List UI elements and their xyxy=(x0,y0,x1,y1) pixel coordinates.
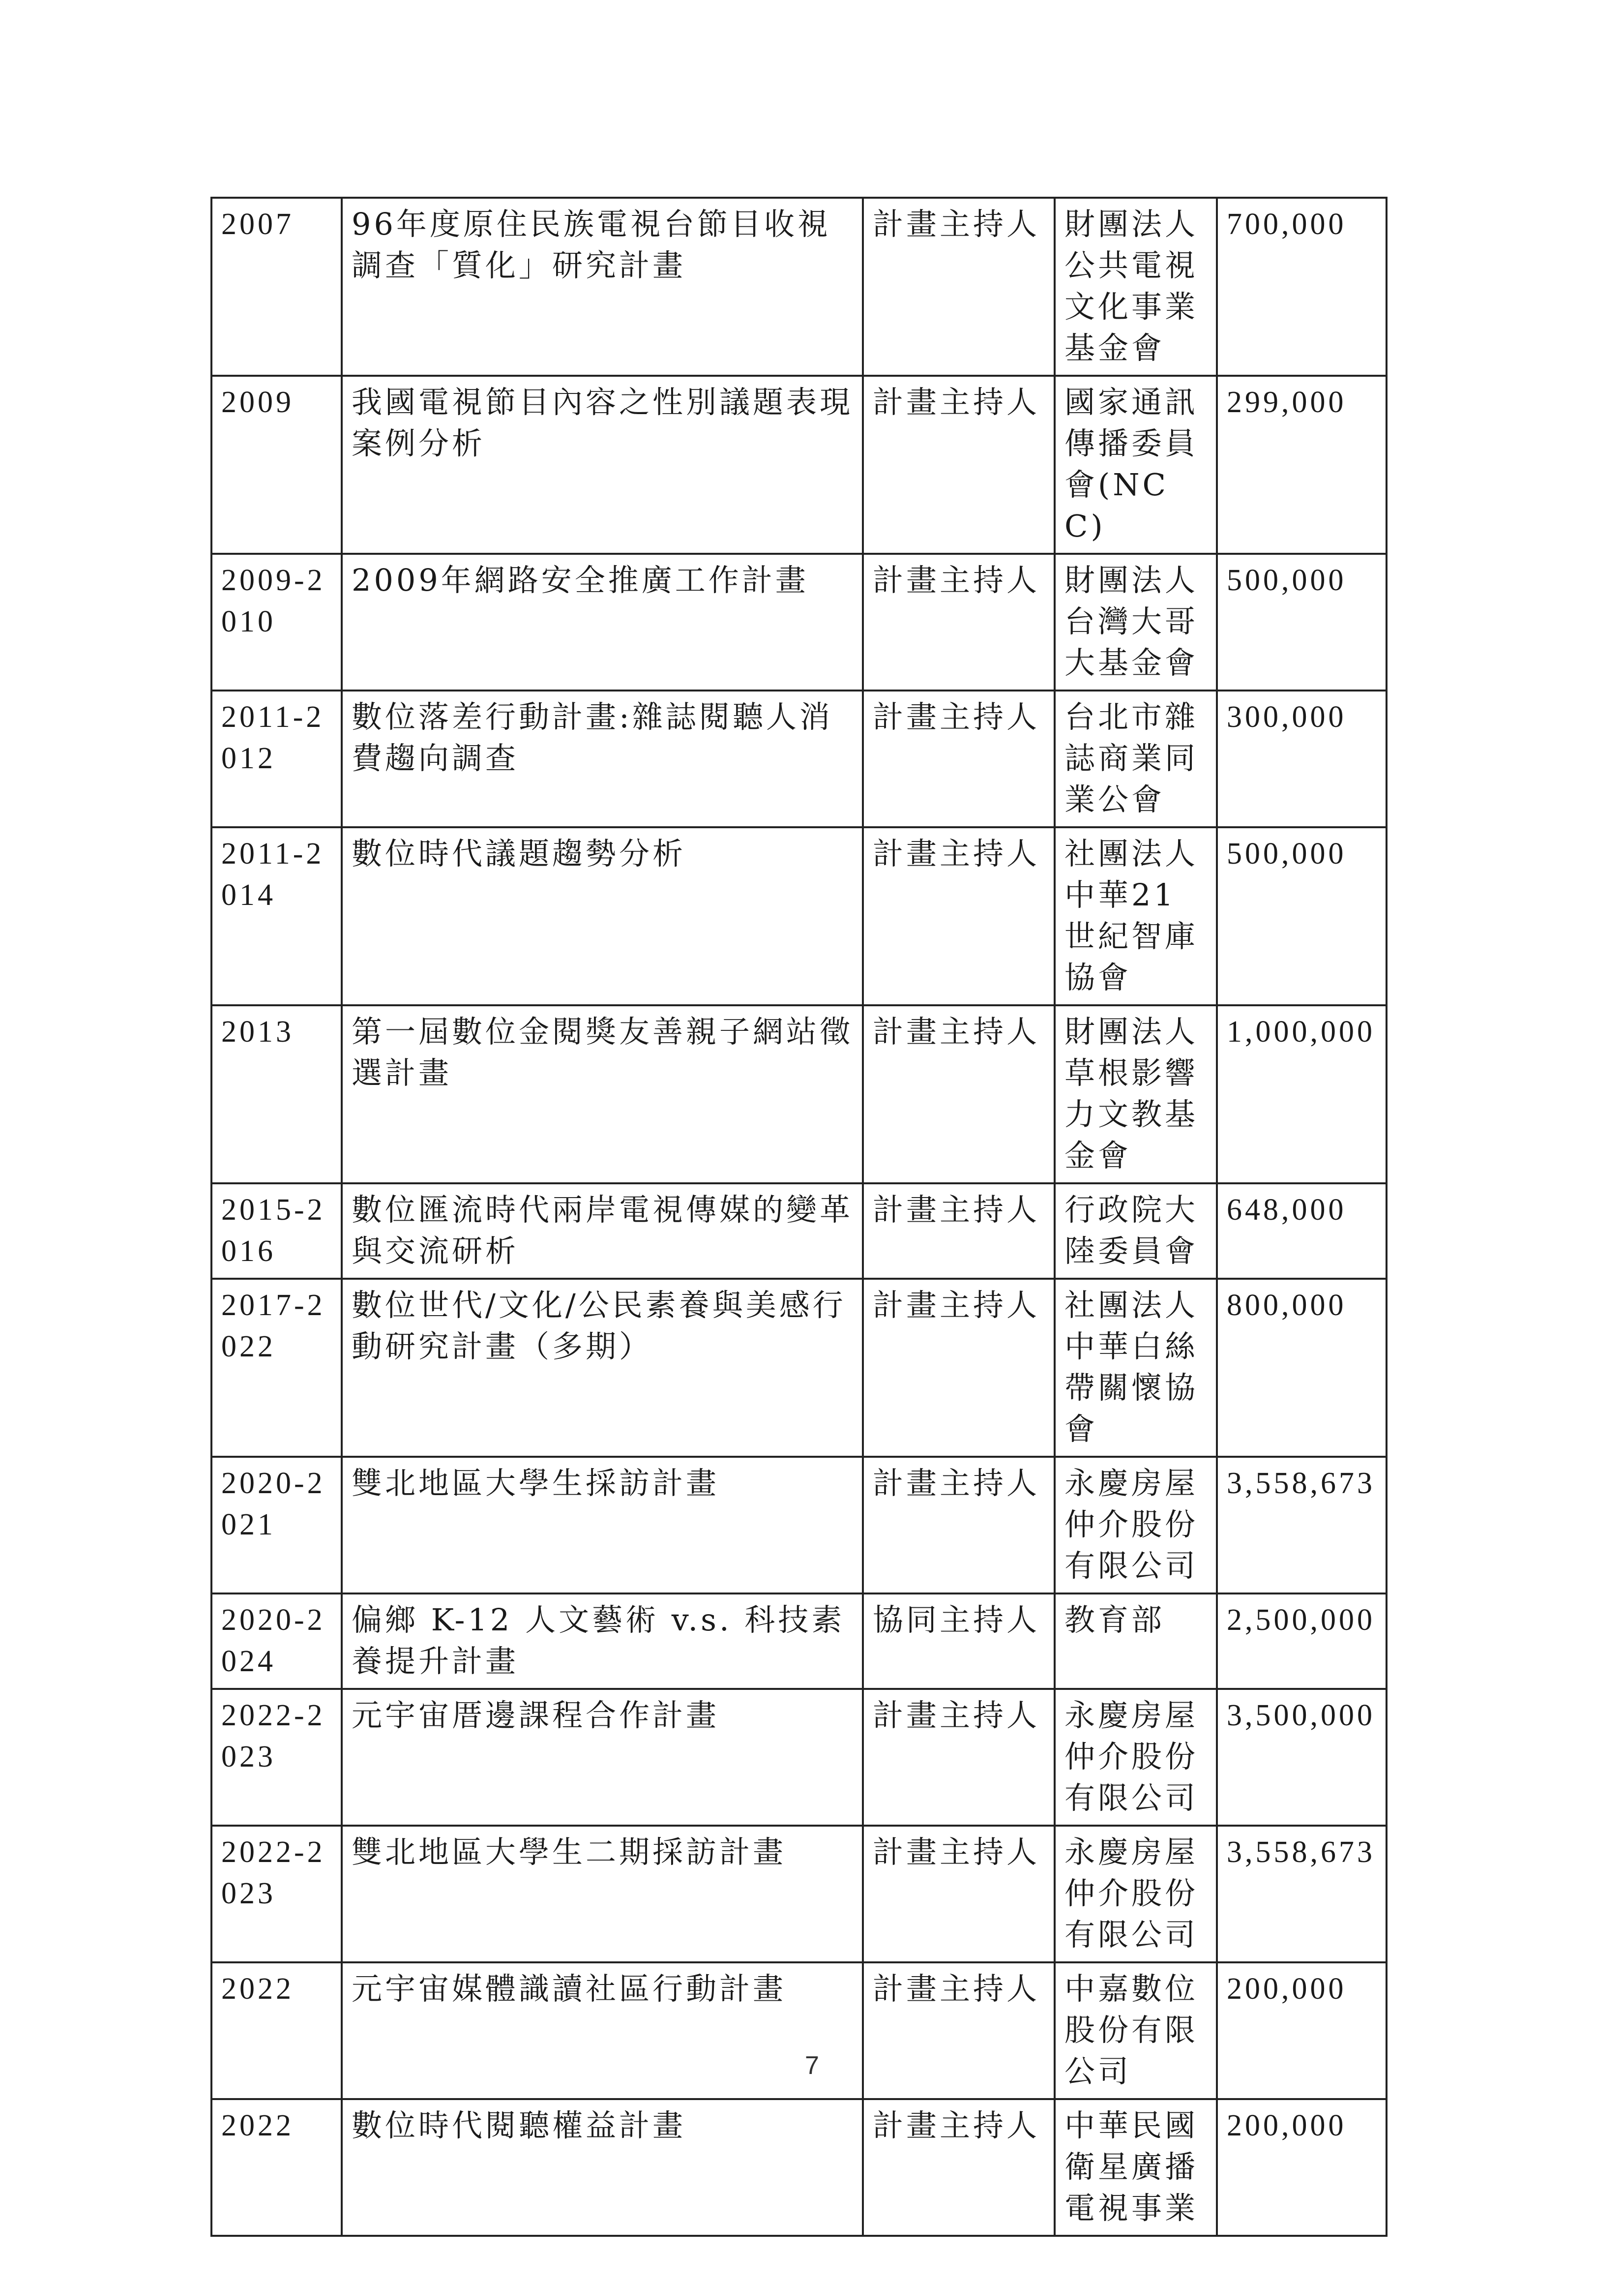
table-row xyxy=(211,1183,1387,1279)
project-cell: 偏鄉 K-12 人文藝術 v.s. 科技素養提升計畫 xyxy=(342,1593,863,1689)
amount-cell: 500,000 xyxy=(1217,554,1387,691)
funder-cell: 永慶房屋仲介股份有限公司 xyxy=(1055,1457,1217,1593)
project-cell: 元宇宙厝邊課程合作計畫 xyxy=(342,1689,863,1826)
year-cell: 2020-2024 xyxy=(211,1593,342,1689)
year-cell: 2022 xyxy=(211,1962,342,2099)
table-row xyxy=(211,1279,1387,1457)
year-cell: 2022-2023 xyxy=(211,1826,342,1962)
role-cell: 計畫主持人 xyxy=(863,2099,1055,2236)
table-row xyxy=(211,827,1387,1005)
year-cell: 2020-2021 xyxy=(211,1457,342,1593)
funder-cell: 社團法人中華21世紀智庫協會 xyxy=(1055,827,1217,1005)
funder-cell: 行政院大陸委員會 xyxy=(1055,1183,1217,1279)
role-cell: 計畫主持人 xyxy=(863,376,1055,554)
amount-cell: 1,000,000 xyxy=(1217,1005,1387,1183)
amount-cell: 3,500,000 xyxy=(1217,1689,1387,1826)
role-cell: 計畫主持人 xyxy=(863,827,1055,1005)
year-cell: 2013 xyxy=(211,1005,342,1183)
table-row xyxy=(211,691,1387,827)
amount-cell: 500,000 xyxy=(1217,827,1387,1005)
funder-cell: 中華民國衛星廣播電視事業 xyxy=(1055,2099,1217,2236)
year-cell: 2009 xyxy=(211,376,342,554)
table-row xyxy=(211,1593,1387,1689)
project-cell: 數位時代閱聽權益計畫 xyxy=(342,2099,863,2236)
role-cell: 計畫主持人 xyxy=(863,1005,1055,1183)
funder-cell: 財團法人台灣大哥大基金會 xyxy=(1055,554,1217,691)
project-cell: 第一屆數位金閱獎友善親子網站徵選計畫 xyxy=(342,1005,863,1183)
table-row xyxy=(211,1689,1387,1826)
role-cell: 計畫主持人 xyxy=(863,198,1055,376)
year-cell: 2007 xyxy=(211,198,342,376)
funder-cell: 社團法人中華白絲帶關懷協會 xyxy=(1055,1279,1217,1457)
project-cell: 數位匯流時代兩岸電視傳媒的變革與交流研析 xyxy=(342,1183,863,1279)
year-cell: 2009-2010 xyxy=(211,554,342,691)
funder-cell: 中嘉數位股份有限公司 xyxy=(1055,1962,1217,2099)
table-body xyxy=(211,198,1387,2236)
year-cell: 2015-2016 xyxy=(211,1183,342,1279)
amount-cell: 700,000 xyxy=(1217,198,1387,376)
role-cell: 計畫主持人 xyxy=(863,691,1055,827)
amount-cell: 3,558,673 xyxy=(1217,1826,1387,1962)
table-row xyxy=(211,1005,1387,1183)
year-cell: 2022-2023 xyxy=(211,1689,342,1826)
page-number: 7 xyxy=(805,2051,819,2080)
funder-cell: 永慶房屋仲介股份有限公司 xyxy=(1055,1689,1217,1826)
project-cell: 數位世代/文化/公民素養與美感行動研究計畫（多期） xyxy=(342,1279,863,1457)
table-row xyxy=(211,1826,1387,1962)
role-cell: 協同主持人 xyxy=(863,1593,1055,1689)
project-cell: 2009年網路安全推廣工作計畫 xyxy=(342,554,863,691)
table-row xyxy=(211,198,1387,376)
table-row xyxy=(211,1457,1387,1593)
project-cell: 96年度原住民族電視台節目收視調查「質化」研究計畫 xyxy=(342,198,863,376)
funder-cell: 永慶房屋仲介股份有限公司 xyxy=(1055,1826,1217,1962)
role-cell: 計畫主持人 xyxy=(863,1826,1055,1962)
year-cell: 2022 xyxy=(211,2099,342,2236)
amount-cell: 648,000 xyxy=(1217,1183,1387,1279)
amount-cell: 2,500,000 xyxy=(1217,1593,1387,1689)
role-cell: 計畫主持人 xyxy=(863,554,1055,691)
amount-cell: 300,000 xyxy=(1217,691,1387,827)
research-projects-table xyxy=(210,197,1388,2237)
year-cell: 2017-2022 xyxy=(211,1279,342,1457)
funder-cell: 財團法人草根影響力文教基金會 xyxy=(1055,1005,1217,1183)
project-cell: 我國電視節目內容之性別議題表現案例分析 xyxy=(342,376,863,554)
project-cell: 雙北地區大學生二期採訪計畫 xyxy=(342,1826,863,1962)
funder-cell: 國家通訊傳播委員會(NCC) xyxy=(1055,376,1217,554)
amount-cell: 800,000 xyxy=(1217,1279,1387,1457)
table-row xyxy=(211,2099,1387,2236)
funder-cell: 台北市雜誌商業同業公會 xyxy=(1055,691,1217,827)
year-cell: 2011-2012 xyxy=(211,691,342,827)
role-cell: 計畫主持人 xyxy=(863,1689,1055,1826)
table-row xyxy=(211,554,1387,691)
role-cell: 計畫主持人 xyxy=(863,1183,1055,1279)
project-cell: 元宇宙媒體識讀社區行動計畫 xyxy=(342,1962,863,2099)
funder-cell: 教育部 xyxy=(1055,1593,1217,1689)
amount-cell: 200,000 xyxy=(1217,1962,1387,2099)
role-cell: 計畫主持人 xyxy=(863,1279,1055,1457)
project-cell: 數位落差行動計畫:雜誌閱聽人消費趨向調查 xyxy=(342,691,863,827)
amount-cell: 200,000 xyxy=(1217,2099,1387,2236)
table-row xyxy=(211,376,1387,554)
amount-cell: 299,000 xyxy=(1217,376,1387,554)
role-cell: 計畫主持人 xyxy=(863,1962,1055,2099)
amount-cell: 3,558,673 xyxy=(1217,1457,1387,1593)
funder-cell: 財團法人公共電視文化事業基金會 xyxy=(1055,198,1217,376)
year-cell: 2011-2014 xyxy=(211,827,342,1005)
project-cell: 數位時代議題趨勢分析 xyxy=(342,827,863,1005)
project-cell: 雙北地區大學生採訪計畫 xyxy=(342,1457,863,1593)
role-cell: 計畫主持人 xyxy=(863,1457,1055,1593)
